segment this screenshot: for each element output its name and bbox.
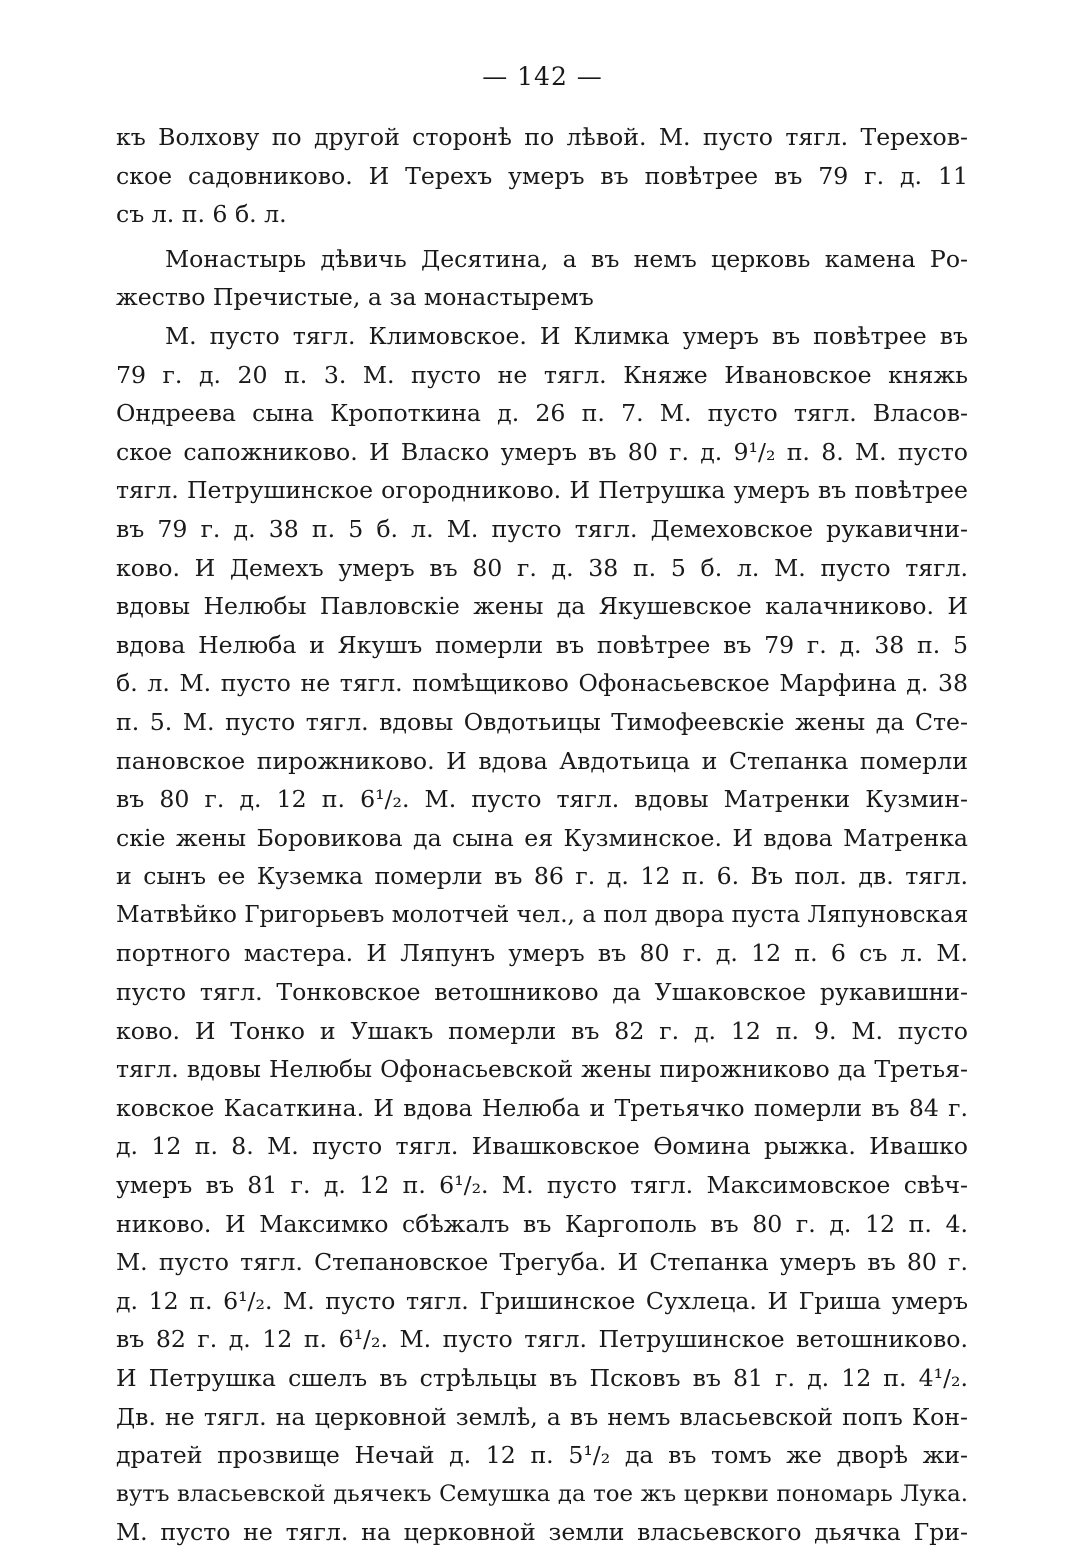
text-line: ково. И Тонко и Ушакъ померли въ 82 г. д. 12 п. 9. М. пусто bbox=[116, 1016, 968, 1045]
text-line: жество Пречистые, а за монастыремъ bbox=[116, 283, 594, 312]
text-line: ково. И Демехъ умеръ въ 80 г. д. 38 п. 5 б. л. М. пусто тягл. bbox=[116, 553, 968, 582]
text-line: къ Волхову по другой сторонѣ по лѣвой. М. пусто тягл. Терехов- bbox=[116, 123, 968, 151]
text-line: дратей прозвище Нечай д. 12 п. 5¹/₂ да въ томъ же дворѣ жи- bbox=[116, 1441, 968, 1470]
text-line: портного мастера. И Ляпунъ умеръ въ 80 г. д. 12 п. 6 съ л. М. bbox=[116, 939, 968, 968]
text-line: ское садовниково. И Терехъ умеръ въ повѣтрее въ 79 г. д. 11 bbox=[116, 161, 968, 190]
text-line: М. пусто тягл. Степановское Трегуба. И Степанка умеръ въ 80 г. bbox=[116, 1248, 968, 1277]
text-line: И Петрушка сшелъ въ стрѣльцы въ Псковъ въ 81 г. д. 12 п. 4¹/₂. bbox=[116, 1364, 968, 1392]
text-line: въ 80 г. д. 12 п. 6¹/₂. М. пусто тягл. вдовы Матренки Кузмин- bbox=[116, 785, 968, 814]
text-line: 79 г. д. 20 п. 3. М. пусто не тягл. Княже Ивановское княжь bbox=[116, 360, 968, 389]
text-line: пусто тягл. Тонковское ветошниково да Ушаковское рукавишни- bbox=[116, 978, 968, 1007]
text-line: д. 12 п. 8. М. пусто тягл. Ивашковское Өомина рыжка. Ивашко bbox=[116, 1132, 968, 1161]
text-line: тягл. вдовы Нелюбы Офонасьевской жены пирожниково да Третья- bbox=[116, 1055, 968, 1084]
text-line: ковское Касаткина. И вдова Нелюба и Третьячко померли въ 84 г. bbox=[116, 1093, 968, 1122]
text-line: М. пусто тягл. Климовское. И Климка умеръ въ повѣтрее въ bbox=[165, 321, 968, 350]
text-line: и сынъ ее Куземка померли въ 86 г. д. 12 п. 6. Въ пол. дв. тягл. bbox=[116, 862, 968, 891]
text-line: тягл. Петрушинское огородниково. И Петрушка умеръ въ повѣтрее bbox=[116, 476, 968, 505]
text-line: вдовы Нелюбы Павловскіе жены да Якушевское калачниково. И bbox=[116, 592, 968, 621]
text-line: ское сапожниково. И Власко умеръ въ 80 г. д. 9¹/₂ п. 8. М. пусто bbox=[116, 437, 968, 466]
text-line: б. л. М. пусто не тягл. помѣщиково Офонасьевское Марфина д. 38 bbox=[116, 669, 968, 698]
text-line: Ондреева сына Кропоткина д. 26 п. 7. М. пусто тягл. Власов- bbox=[116, 399, 968, 428]
text-line: въ 79 г. д. 38 п. 5 б. л. М. пусто тягл. Демеховское рукавични- bbox=[116, 514, 968, 543]
text-line: скіе жены Боровикова да сына ея Кузминское. И вдова Матренка bbox=[116, 823, 968, 852]
text-line: умеръ въ 81 г. д. 12 п. 6¹/₂. М. пусто тягл. Максимовское свѣч- bbox=[116, 1171, 968, 1200]
text-line: вдова Нелюба и Якушъ померли въ повѣтрее въ 79 г. д. 38 п. 5 bbox=[116, 630, 968, 659]
text-line: М. пусто не тягл. на церковной земли власьевского дьячка Гри- bbox=[116, 1518, 968, 1547]
text-line: Монастырь дѣвичь Десятина, а въ немъ церковь камена Ро- bbox=[165, 244, 968, 273]
body-text bbox=[116, 118, 968, 1552]
text-line: Матвѣйко Григорьевъ молотчей чел., а пол двора пуста Ляпуновская bbox=[116, 901, 968, 928]
text-line: д. 12 п. 6¹/₂. М. пусто тягл. Гришинское Сухлеца. И Гриша умеръ bbox=[116, 1286, 968, 1315]
text-line: съ л. п. 6 б. л. bbox=[116, 200, 287, 229]
text-line: вутъ власьевской дьячекъ Семушка да тое жъ церкви пономарь Лука. bbox=[116, 1480, 968, 1507]
text-line: п. 5. М. пусто тягл. вдовы Овдотьицы Тимофеевскіе жены да Сте- bbox=[116, 707, 968, 736]
page-number: — 142 — bbox=[482, 62, 603, 91]
text-line: никово. И Максимко сбѣжалъ въ Каргополь въ 80 г. д. 12 п. 4. bbox=[116, 1209, 968, 1238]
text-line: пановское пирожниково. И вдова Авдотьица и Степанка померли bbox=[116, 746, 968, 775]
text-line: въ 82 г. д. 12 п. 6¹/₂. М. пусто тягл. Петрушинское ветошниково. bbox=[116, 1325, 968, 1354]
text-line: Дв. не тягл. на церковной землѣ, а въ немъ власьевской попъ Кон- bbox=[116, 1402, 968, 1431]
